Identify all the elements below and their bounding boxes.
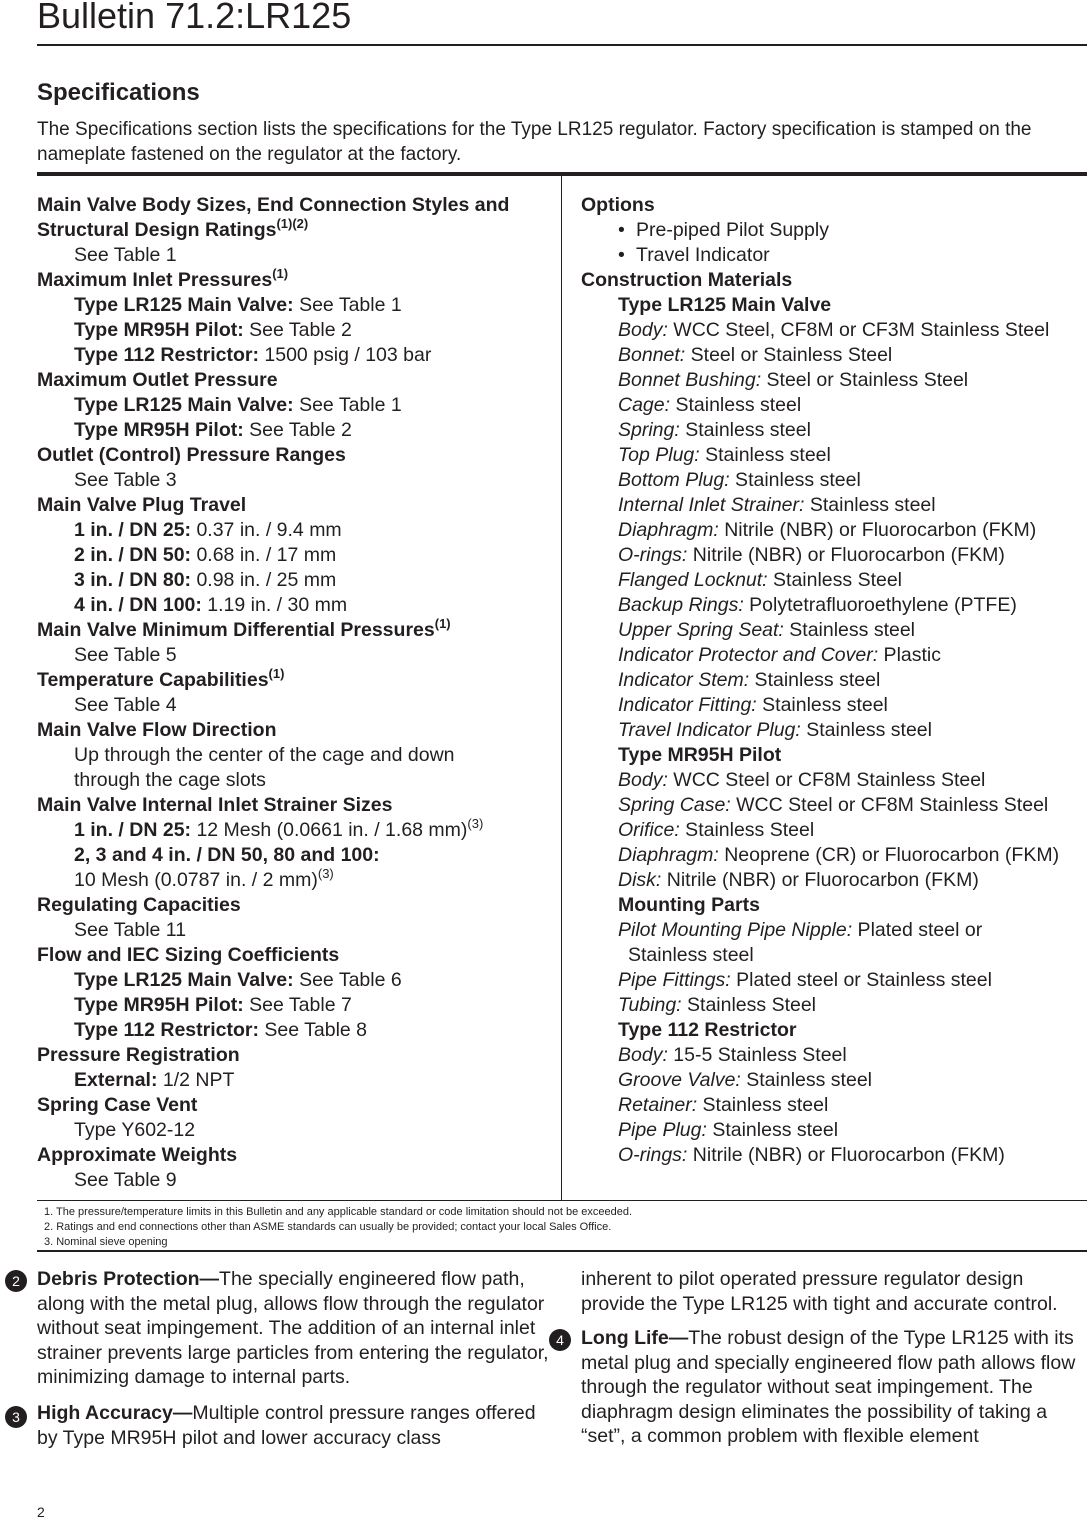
spec-value: See Table 4	[74, 694, 177, 716]
material-value: Nitrile (NBR) or Fluorocarbon (FKM)	[661, 869, 979, 891]
material-value: Stainless Steel	[767, 569, 903, 591]
feature-debris-protection: Debris Protection—The specially engineered flow path, along with the metal plug, allows flow through the regulator without seat impingement. The addition of an internal inlet strainer prevents large particles from entering the regulator, minimizing damage to internal parts.	[37, 1268, 549, 1388]
material-value: Stainless Steel	[681, 994, 817, 1016]
material-part: Groove Valve:	[618, 1069, 741, 1091]
footnote: 2. Ratings and end connections other than ASME standards can usually be provided; contact your local Sales Office.	[44, 1221, 612, 1233]
spec-row: 4 in. / DN 100: 1.19 in. / 30 mm	[74, 594, 348, 616]
spec-row: 3 in. / DN 80: 0.98 in. / 25 mm	[74, 569, 337, 591]
table-top-rule	[37, 172, 1087, 176]
material-row	[581, 1118, 1087, 1143]
material-value: WCC Steel or CF8M Stainless Steel	[667, 769, 986, 791]
spec-heading: Options	[581, 194, 655, 216]
footnote-ref: (1)(2)	[276, 215, 309, 231]
material-part: Indicator Protector and Cover:	[618, 644, 879, 666]
material-value: Stainless steel	[756, 694, 888, 716]
spec-heading: Flow and IEC Sizing Coefficients	[37, 944, 340, 966]
spec-heading: Main Valve Flow Direction	[37, 719, 277, 741]
material-value: Steel or Stainless Steel	[685, 344, 893, 366]
material-value: WCC Steel, CF8M or CF3M Stainless Steel	[667, 319, 1050, 341]
spec-value: See Table 3	[74, 469, 177, 491]
material-value: Stainless steel	[749, 669, 881, 691]
spec-row: 2 in. / DN 50: 0.68 in. / 17 mm	[74, 544, 337, 566]
material-row	[581, 693, 1087, 718]
list-item: • Pre-piped Pilot Supply	[618, 219, 829, 241]
spec-subheading: Type LR125 Main Valve	[618, 294, 832, 316]
spec-value: See Table 9	[74, 1169, 177, 1191]
callout-number-badge: 4	[549, 1329, 571, 1351]
material-part: Body:	[618, 319, 668, 341]
material-part: Retainer:	[618, 1094, 698, 1116]
spec-heading: Maximum Inlet Pressures$^{(1)}$	[37, 265, 289, 291]
material-row	[581, 418, 1087, 443]
material-part: Bottom Plug:	[618, 469, 730, 491]
spec-row: Type 112 Restrictor: 1500 psig / 103 bar	[74, 344, 432, 366]
material-value: Stainless steel	[706, 1119, 839, 1141]
feature-high-accuracy: High Accuracy—Multiple control pressure ranges offered by Type MR95H pilot and lower accuracy class	[37, 1402, 536, 1449]
material-part: O-rings:	[618, 1144, 688, 1166]
material-row	[581, 793, 1087, 818]
feature-long-life: Long Life—The robust design of the Type LR125 with its metal plug and specially engineered flow path allows flow through the regulator without seat impingement. The diaphragm design eliminates the possibility of taking a “set”, a common problem with flexible element	[581, 1327, 1076, 1447]
spec-row: 10 Mesh (0.0787 in. / 2 mm)$^{(3)}$	[74, 865, 334, 891]
material-row	[581, 343, 1087, 368]
callout-number-badge: 3	[5, 1406, 27, 1428]
spec-value: See Table 5	[74, 644, 177, 666]
spec-subheading: Mounting Parts	[618, 894, 760, 916]
material-value: Stainless Steel	[679, 819, 815, 841]
spec-heading: Main Valve Body Sizes, End Connection Styles and	[37, 194, 510, 216]
material-row	[581, 1093, 1087, 1118]
material-row	[581, 968, 1087, 993]
spec-row: Type LR125 Main Valve: See Table 1	[74, 294, 402, 316]
material-row	[581, 468, 1087, 493]
material-row	[581, 768, 1087, 793]
spec-value: Type Y602-12	[74, 1119, 196, 1141]
material-part: Tubing:	[618, 994, 682, 1016]
material-row	[581, 593, 1087, 618]
spec-heading: Main Valve Plug Travel	[37, 494, 247, 516]
footnote-ref: (3)	[467, 815, 484, 831]
material-row	[581, 518, 1087, 543]
material-row	[581, 643, 1087, 668]
material-part: Diaphragm:	[618, 844, 719, 866]
material-row	[581, 668, 1087, 693]
material-row	[581, 1068, 1087, 1093]
spec-value: See Table 11	[74, 919, 187, 941]
material-part: Spring:	[618, 419, 680, 441]
material-part: Orifice:	[618, 819, 680, 841]
material-part: Pipe Plug:	[618, 1119, 707, 1141]
material-row	[581, 368, 1087, 393]
spec-heading: Main Valve Internal Inlet Strainer Sizes	[37, 794, 393, 816]
footnote-ref: (1)	[268, 665, 285, 681]
material-row	[581, 543, 1087, 568]
material-row	[581, 843, 1087, 868]
spec-row: Type 112 Restrictor: See Table 8	[74, 1019, 368, 1041]
footnotes	[44, 1205, 632, 1250]
material-value: Steel or Stainless Steel	[761, 369, 969, 391]
section-rule	[37, 1250, 1087, 1252]
page-title: Bulletin 71.2:LR125	[37, 0, 352, 36]
column-divider	[561, 176, 562, 1200]
material-part: Disk:	[618, 869, 662, 891]
section-heading: Specifications	[37, 79, 200, 106]
material-value: Stainless steel	[804, 494, 936, 516]
spec-row: Type LR125 Main Valve: See Table 6	[74, 969, 402, 991]
spec-row: External: 1/2 NPT	[74, 1069, 235, 1091]
material-value: Stainless steel	[697, 1094, 829, 1116]
spec-value: through the cage slots	[74, 769, 266, 791]
material-value: Nitrile (NBR) or Fluorocarbon (FKM)	[718, 519, 1037, 541]
footnote-ref: (1)	[272, 265, 289, 281]
material-part: O-rings:	[618, 544, 688, 566]
spec-heading: Approximate Weights	[37, 1144, 238, 1166]
material-row	[581, 868, 1087, 893]
material-part: Internal Inlet Strainer:	[618, 494, 805, 516]
material-row	[581, 393, 1087, 418]
material-part: Diaphragm:	[618, 519, 719, 541]
page-number: 2	[37, 1504, 45, 1520]
footnote-ref: (3)	[317, 865, 334, 881]
material-row	[581, 993, 1087, 1018]
footnote: 1. The pressure/temperature limits in this Bulletin and any applicable standard or code limitation should not be exceeded.	[44, 1206, 633, 1218]
spec-label: 2, 3 and 4 in. / DN 50, 80 and 100:	[74, 844, 380, 866]
material-row	[581, 818, 1087, 843]
material-value: Stainless steel	[740, 1069, 872, 1091]
material-row	[581, 318, 1087, 343]
spec-row: Type MR95H Pilot: See Table 7	[74, 994, 352, 1016]
spec-heading: Main Valve Minimum Differential Pressures$^{(1)}$	[37, 615, 451, 641]
material-value: 15-5 Stainless Steel	[667, 1044, 847, 1066]
material-part: Pipe Fittings:	[618, 969, 731, 991]
material-part: Bonnet Bushing:	[618, 369, 762, 391]
material-value: Stainless steel	[783, 619, 916, 641]
material-value: Stainless steel	[679, 419, 811, 441]
bullet-icon: •	[618, 219, 625, 241]
spec-value: Up through the center of the cage and down	[74, 744, 455, 766]
material-part: Top Plug:	[618, 444, 700, 466]
material-part: Body:	[618, 1044, 668, 1066]
material-part: Backup Rings:	[618, 594, 744, 616]
material-row: Pilot Mounting Pipe Nipple: Plated steel or	[618, 919, 983, 941]
material-part: Indicator Fitting:	[618, 694, 757, 716]
bullet-icon: •	[618, 244, 625, 266]
spec-left-column	[37, 193, 552, 1193]
spec-row: Type MR95H Pilot: See Table 2	[74, 419, 352, 441]
material-row	[581, 1143, 1087, 1168]
spec-row: Type MR95H Pilot: See Table 2	[74, 319, 352, 341]
material-row	[581, 443, 1087, 468]
material-value: WCC Steel or CF8M Stainless Steel	[730, 794, 1049, 816]
material-value: Plated steel or Stainless steel	[730, 969, 992, 991]
material-part: Body:	[618, 769, 668, 791]
feature-high-accuracy-continued: inherent to pilot operated pressure regulator design provide the Type LR125 with tight and accurate control.	[581, 1268, 1058, 1315]
material-part: Indicator Stem:	[618, 669, 750, 691]
spec-heading: Pressure Registration	[37, 1044, 240, 1066]
spec-row: Type LR125 Main Valve: See Table 1	[74, 394, 402, 416]
material-value: Nitrile (NBR) or Fluorocarbon (FKM)	[687, 544, 1005, 566]
material-value: Nitrile (NBR) or Fluorocarbon (FKM)	[687, 1144, 1005, 1166]
footnote: 3. Nominal sieve opening	[44, 1236, 168, 1248]
spec-right-column	[581, 193, 1087, 1168]
material-value: Stainless steel	[670, 394, 802, 416]
material-part: Upper Spring Seat:	[618, 619, 784, 641]
list-item: • Travel Indicator	[618, 244, 770, 266]
material-part: Spring Case:	[618, 794, 731, 816]
spec-heading: Temperature Capabilities$^{(1)}$	[37, 665, 285, 691]
spec-heading: Outlet (Control) Pressure Ranges	[37, 444, 346, 466]
spec-heading: Spring Case Vent	[37, 1094, 198, 1116]
spec-row: 1 in. / DN 25: 12 Mesh (0.0661 in. / 1.68 mm)$^{(3)}$	[74, 815, 484, 841]
material-value: Stainless steel	[729, 469, 861, 491]
material-row	[581, 1043, 1087, 1068]
material-value: Stainless steel	[699, 444, 831, 466]
spec-heading: Construction Materials	[581, 269, 793, 291]
section-intro: The Specifications section lists the specifications for the Type LR125 regulator. Factory specification is stamped on the nameplate fastened on the regulator at the factory.	[37, 119, 1032, 165]
spec-heading: Maximum Outlet Pressure	[37, 369, 278, 391]
spec-subheading: Type 112 Restrictor	[618, 1019, 797, 1041]
spec-heading: Regulating Capacities	[37, 894, 241, 916]
spec-subheading: Type MR95H Pilot	[618, 744, 782, 766]
material-part: Travel Indicator Plug:	[618, 719, 801, 741]
material-value: Plastic	[878, 644, 941, 666]
spec-row: 1 in. / DN 25: 0.37 in. / 9.4 mm	[74, 519, 342, 541]
material-value: Polytetrafluoroethylene (PTFE)	[743, 594, 1017, 616]
header-rule	[37, 44, 1087, 46]
spec-heading: Structural Design Ratings$^{(1)(2)}$	[37, 215, 309, 241]
material-value: Neoprene (CR) or Fluorocarbon (FKM)	[718, 844, 1060, 866]
footnote-rule	[37, 1200, 1087, 1201]
callout-number-badge: 2	[5, 1270, 27, 1292]
material-row	[581, 493, 1087, 518]
material-part: Cage:	[618, 394, 671, 416]
footnote-ref: (1)	[434, 615, 451, 631]
material-row	[581, 568, 1087, 593]
spec-value: See Table 1	[74, 244, 177, 266]
material-row	[581, 618, 1087, 643]
material-part: Bonnet:	[618, 344, 686, 366]
material-row-cont: Stainless steel	[628, 944, 754, 966]
material-row	[581, 718, 1087, 743]
material-value: Stainless steel	[800, 719, 932, 741]
material-part: Flanged Locknut:	[618, 569, 768, 591]
